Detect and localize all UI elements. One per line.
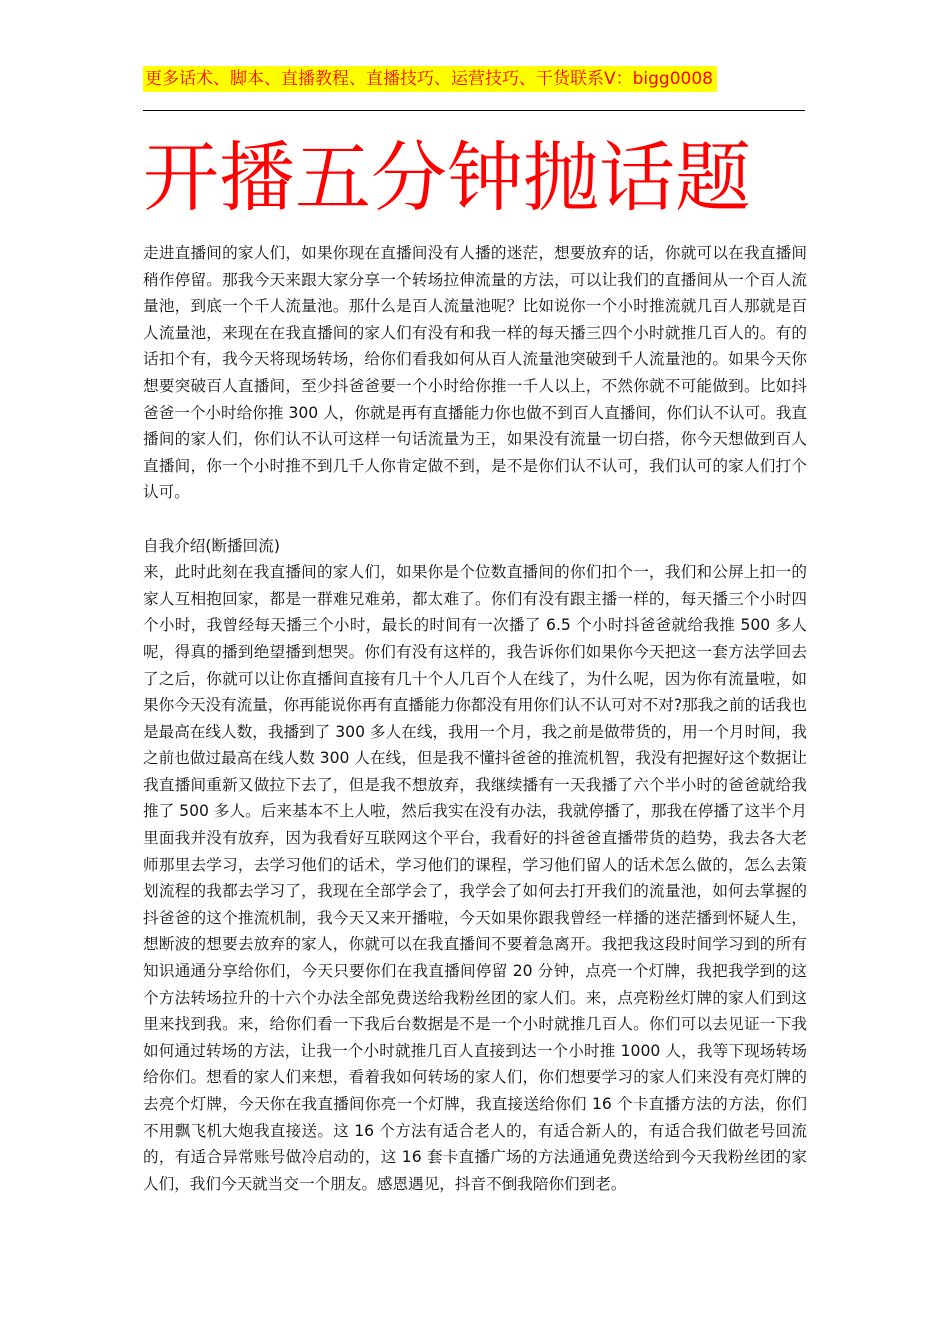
header-divider — [143, 110, 805, 111]
section-label: 自我介绍(断播回流) — [143, 536, 280, 555]
document-body — [143, 240, 807, 1197]
document-title: 开播五分钟抛话题 — [143, 133, 751, 222]
intro-paragraph: 走进直播间的家人们，如果你现在直播间没有人播的迷茫，想要放弃的话，你就可以在我直播间稍作停留。那我今天来跟大家分享一个转场拉伸流量的方法，可以让我们的直播间从一个百人流量池，到底一个千人流量池。那什么是百人流量池呢？比如说你一个小时推流就几百人那就是百人流量池，来现在在我直播间的家人们有没有和我一样的每天播三四个小时就推几百人的。有的话扣个有，我今天将现场转场，给你们看我如何从百人流量池突破到千人流量池的。如果今天你想要突破百人直播间，至少抖爸爸要一个小时给你推一千人以上，不然你就不可能做到。比如抖爸爸一个小时给你推 300 人，你就是再有直播能力你也做不到百人直播间，你们认不认可。我直播间的家人们，你们认不认可这样一句话流量为王，如果没有流量一切白搭，你今天想做到百人直播间，你一个小时推不到几千人你肯定做不到，是不是你们认不认可，我们认可的家人们打个认可。 — [143, 244, 807, 502]
paragraph-spacer — [143, 506, 807, 533]
main-paragraph: 来，此时此刻在我直播间的家人们，如果你是个位数直播间的你们扣个一，我们和公屏上扣一的家人互相抱回家，都是一群难兄难弟，都太难了。你们有没有跟主播一样的，每天播三个小时四个小时，我曾经每天播三个小时，最长的时间有一次播了 6.5 个小时抖爸爸就给我推 500 多人呢，得真的播到绝望播到想哭。你们有没有这样的，我告诉你们如果你今天把这一套方法学回去了之后，你就可以让你直播间直接有几十个人几百个人在线了，为什么呢，因为你有流量啦，如果你今天没有流量，你再能说你再有直播能力你都没有用你们认不认可对不对?那我之前的话我也是最高在线人数，我播到了 300 多人在线，我用一个月，我之前是做带货的，用一个月时间，我之前也做过最高在线人数 300 人在线，但是我不懂抖爸爸的推流机智，我没有把握好这个数据让我直播间重新又做拉下去了，但是我不想放弃，我继续播有一天我播了六个半小时的爸爸就给我推了 500 多人。后来基本不上人啦，然后我实在没有办法，我就停播了，那我在停播了这半个月里面我并没有放弃，因为我看好互联网这个平台，我看好的抖爸爸直播带货的趋势，我去各大老师那里去学习，去学习他们的话术，学习他们的课程，学习他们留人的话术怎么做的，怎么去策划流程的我都去学习了，我现在全部学会了，我学会了如何去打开我们的流量池，如何去掌握的抖爸爸的这个推流机制，我今天又来开播啦，今天如果你跟我曾经一样播的迷茫播到怀疑人生，想断波的想要去放弃的家人，你就可以在我直播间不要着急离开。我把我这段时间学习到的所有知识通通分享给你们，今天只要你们在我直播间停留 20 分钟，点亮一个灯牌，我把我学到的这个方法转场拉升的十六个办法全部免费送给我粉丝团的家人们。来，点亮粉丝灯牌的家人们到这里来找到我。来，给你们看一下我后台数据是不是一个小时就推几百人。你们可以去见证一下我如何通过转场的方法，让我一个小时就推几百人直接到达一个小时推 1000 人，我等下现场转场给你们。想看的家人们来想，看着我如何转场的家人们，你们想要学习的家人们来没有亮灯牌的去亮个灯牌，今天你在我直播间你亮一个灯牌，我直接送给你们 16 个卡直播方法的方法，你们不用飘飞机大炮我直接送。这 16 个方法有适合老人的，有适合新人的，有适合我们做老号回流的，有适合异常账号做冷启动的，这 16 套卡直播广场的方法通通免费送给到今天我粉丝团的家人们，我们今天就当交一个朋友。感恩遇见，抖音不倒我陪你们到老。 — [143, 563, 808, 1193]
header-banner: 更多话术、脚本、直播教程、直播技巧、运营技巧、干货联系V：bigg0008 — [143, 66, 717, 92]
